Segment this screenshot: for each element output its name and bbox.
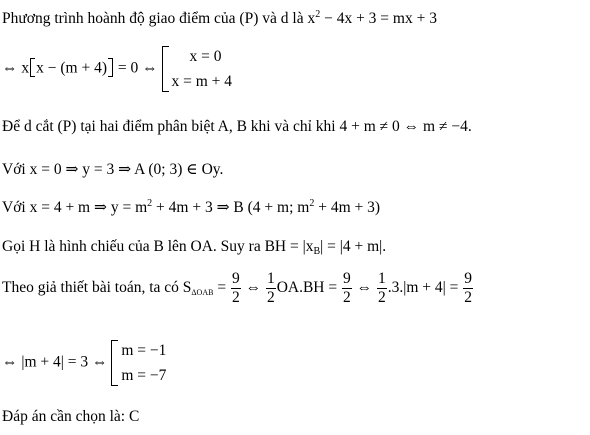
factored-equation-line: ⇔ x x − (m + 4) = 0 ⇔ x = 0 x = m + 4 (2, 44, 232, 94)
case-bracket: m = −1 m = −7 (111, 338, 166, 388)
case-bracket: x = 0 x = m + 4 (162, 44, 233, 94)
area-equation-line: Theo giả thiết bài toán, ta có $S_{\Delta OAB}$ = $\frac{9}{2}$ ⇔ $\frac{1}{2}$ OA.BH = $\frac{9}{2}$ ⇔ $\frac{1}{2}$ .3.|m + 4| = $\frac{9}{2}$ (2, 270, 472, 306)
solution-line: ⇔ |m + 4| = 3 ⇔ m = −1 m = −7 (2, 338, 166, 388)
point-b-line: Với x = 4 + m ⇒ $y = m^2 + 4m + 3$ ⇒ B (4 + m; $m^2 + 4m + 3$) (2, 198, 381, 216)
point-a-line: Với x = 0 ⇒ y = 3 ⇒ A (0; 3) ∈ Oy. (2, 161, 224, 178)
fraction: $\frac{1}{2}$ (377, 270, 386, 306)
fraction: $\frac{9}{2}$ (231, 270, 240, 306)
fraction: $\frac{1}{2}$ (266, 270, 275, 306)
condition-line: Để d cắt (P) tại hai điểm phân biệt A, B khi và chỉ khi 4 + m ≠ 0 ⇔ m ≠ −4. (2, 118, 472, 135)
fraction: $\frac{9}{2}$ (464, 270, 472, 306)
fraction: $\frac{9}{2}$ (342, 270, 351, 306)
equation-line: Phương trình hoành độ giao điểm của (P) và d là $x^2 - 4x + 3$ = mx + 3 (2, 9, 437, 27)
projection-line: Gọi H là hình chiếu của B lên OA. Suy ra BH = $|x_B| = |4 + m|$. (2, 238, 387, 257)
answer-line: Đáp án cần chọn là: C (2, 408, 140, 425)
